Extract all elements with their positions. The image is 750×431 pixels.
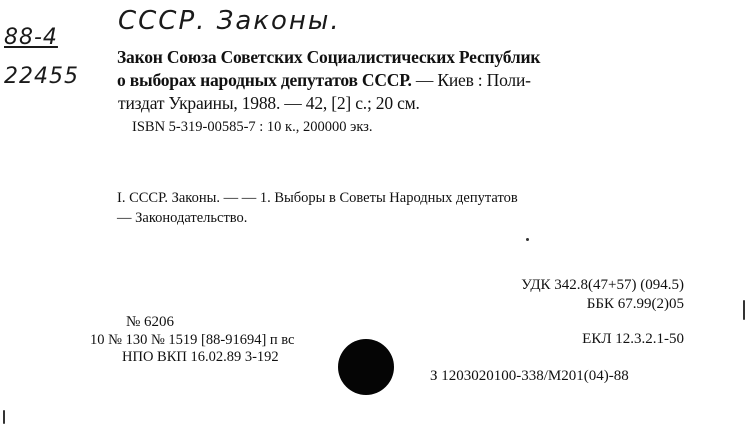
tracing-block xyxy=(117,188,518,228)
speck xyxy=(743,300,745,320)
title-bold-1: Закон Союза Советских Социалистических Республик xyxy=(117,47,541,67)
imprint-part-1: — Киев : Поли- xyxy=(411,70,531,90)
imprint-line: тиздат Украины, 1988. — 42, [2] с.; 20 см. xyxy=(118,93,420,113)
bibliographic-entry xyxy=(117,46,540,115)
isbn-line: ISBN 5-319-00585-7 : 10 к., 200000 экз. xyxy=(132,119,373,135)
handwritten-heading: СССР. Законы. xyxy=(118,6,341,36)
title-line-1 xyxy=(117,46,540,69)
publisher-code: З 1203020100-338/М201(04)-88 xyxy=(430,368,629,384)
tracing-line-2: — Законодательство. xyxy=(117,210,248,226)
udk-code: УДК 342.8(47+57) (094.5) xyxy=(521,277,684,293)
title-bold-2: о выборах народных депутатов СССР. xyxy=(117,70,412,90)
speck xyxy=(3,410,5,424)
npo-line: НПО ВКП 16.02.89 3-192 xyxy=(122,349,279,365)
ink-stamp-blot xyxy=(338,339,394,395)
card-number: № 6206 xyxy=(126,314,175,330)
speck xyxy=(526,238,529,241)
call-number-line1: 88-4 xyxy=(4,25,58,50)
call-number-line2: 22455 xyxy=(4,64,79,89)
bbk-code: ББК 67.99(2)05 xyxy=(586,296,684,312)
print-order-line: 10 № 130 № 1519 [88-91694] п вс xyxy=(90,332,295,348)
ekl-code: ЕКЛ 12.3.2.1-50 xyxy=(582,331,684,347)
tracing-line-1: I. СССР. Законы. — — 1. Выборы в Советы Народных депутатов xyxy=(117,190,518,206)
title-line-2 xyxy=(117,69,540,92)
